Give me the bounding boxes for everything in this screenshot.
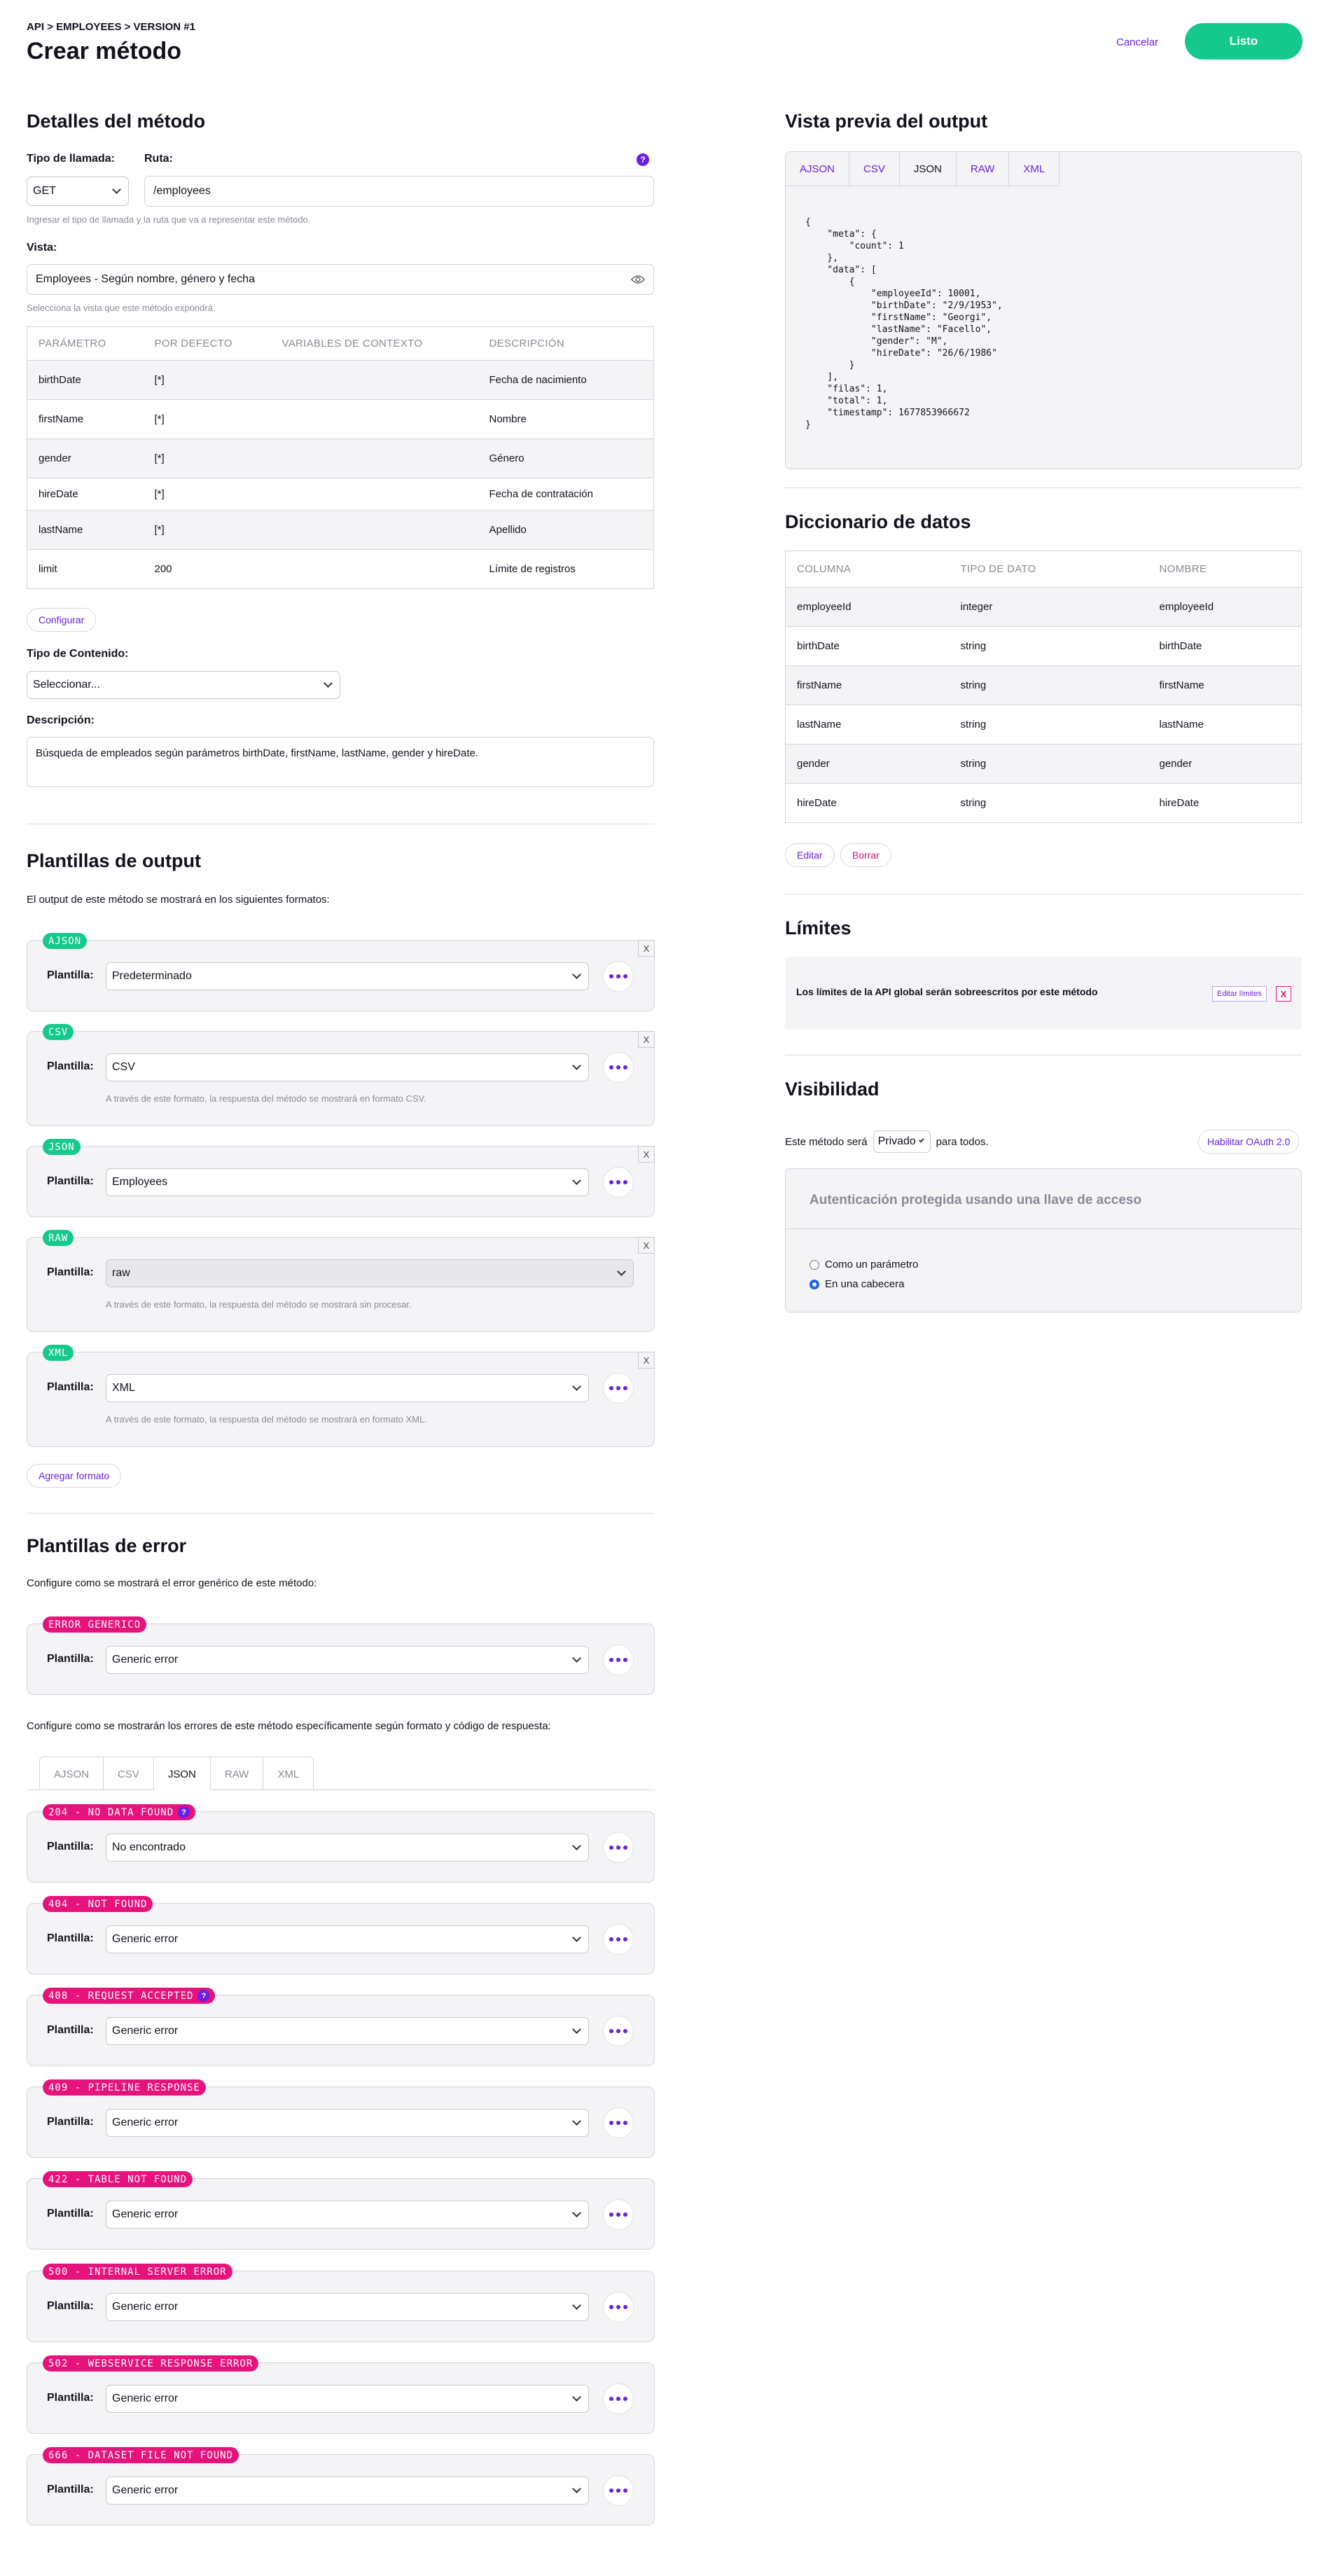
error-tag: ERROR GENERICO (43, 1616, 146, 1633)
chevron-down-icon (572, 1933, 581, 1942)
cell: [*] (144, 511, 271, 550)
template-select[interactable] (106, 2293, 589, 2321)
plantilla-label: Plantilla: (47, 969, 94, 981)
output-templates-heading: Plantillas de output (27, 850, 202, 871)
section-divider (27, 1513, 655, 1514)
chevron-down-icon (112, 185, 121, 194)
table-row[interactable] (27, 400, 654, 439)
tab-xml[interactable]: XML (277, 1768, 300, 1780)
format-tag: RAW (43, 1230, 74, 1246)
call-type-select[interactable] (27, 176, 129, 206)
error-tag (43, 2447, 239, 2463)
plantilla-label: Plantilla: (47, 1841, 94, 1853)
tab-csv[interactable]: CSV (849, 152, 900, 186)
plantilla-label: Plantilla: (47, 1175, 94, 1187)
cell: lastName (786, 705, 950, 745)
plantilla-label: Plantilla: (47, 2484, 94, 2495)
template-value: Generic error (112, 2484, 179, 2496)
table-row[interactable] (27, 478, 654, 511)
chevron-down-icon (617, 1267, 626, 1276)
details-heading: Detalles del método (27, 111, 206, 132)
col-header: POR DEFECTO (144, 327, 271, 361)
chevron-down-icon (572, 2301, 581, 2310)
tab-xml[interactable]: XML (1023, 162, 1045, 175)
cell: string (950, 666, 1148, 705)
cell: birthDate (1148, 627, 1302, 666)
auth-panel (785, 1168, 1302, 1313)
call-type-value: GET (33, 185, 56, 197)
tab-raw[interactable]: RAW (957, 152, 1009, 186)
close-button[interactable]: X (638, 940, 655, 957)
delete-dictionary-button[interactable]: Borrar (840, 843, 891, 867)
output-card-raw (27, 1232, 655, 1332)
content-type-value: Seleccionar... (33, 679, 101, 691)
template-select[interactable] (106, 2109, 589, 2137)
auth-title: Autenticación protegida usando una llave de acceso (810, 1193, 1142, 1207)
table-row[interactable] (786, 784, 1302, 823)
cell: lastName (27, 511, 144, 550)
visibility-prefix: Este método será (785, 1135, 868, 1148)
visibility-row (785, 1130, 989, 1153)
tab-json[interactable]: JSON (154, 1757, 211, 1790)
cancel-button[interactable]: Cancelar (1116, 36, 1159, 48)
error-card (27, 2449, 655, 2526)
view-hint: Selecciona la vista que este método expondrá. (27, 303, 216, 313)
plantilla-label: Plantilla: (47, 2300, 94, 2312)
error-tag-label: 502 - WEBSERVICE RESPONSE ERROR (48, 2357, 253, 2369)
cell: Nombre (478, 400, 654, 439)
output-card-ajson (27, 935, 655, 1011)
parameters-table (27, 326, 654, 589)
table-row[interactable] (786, 627, 1302, 666)
template-select[interactable] (106, 962, 589, 990)
format-tag: AJSON (43, 933, 87, 949)
description-label: Descripción: (27, 714, 95, 726)
more-options-button[interactable] (603, 2016, 634, 2047)
more-options-button[interactable] (603, 2383, 634, 2414)
route-label: Ruta: (144, 153, 173, 165)
table-row[interactable] (786, 588, 1302, 627)
error-card (27, 2357, 655, 2434)
cell: hireDate (27, 478, 144, 511)
radio-unchecked-icon[interactable] (810, 1260, 819, 1270)
error-format-tabs (39, 1757, 314, 1790)
radio-checked-icon[interactable] (810, 1280, 819, 1289)
visibility-value: Privado (877, 1135, 916, 1147)
breadcrumb[interactable]: API > EMPLOYEES > VERSION #1 (27, 21, 195, 33)
template-select[interactable] (106, 2477, 589, 2505)
error-tag (43, 2171, 193, 2187)
cell: lastName (1148, 705, 1302, 745)
auth-option-label: En una cabecera (825, 1278, 905, 1290)
template-select[interactable] (106, 1374, 589, 1402)
help-icon[interactable]: ? (197, 1990, 209, 2002)
cell: [*] (144, 400, 271, 439)
cell: string (950, 784, 1148, 823)
call-type-label: Tipo de llamada: (27, 153, 115, 165)
tab-json[interactable]: JSON (900, 152, 957, 186)
template-value: Generic error (112, 2301, 179, 2313)
view-label: Vista: (27, 242, 57, 254)
cell (271, 400, 478, 439)
table-row[interactable] (27, 550, 654, 589)
cell: gender (27, 439, 144, 478)
more-options-button[interactable] (603, 2107, 634, 2138)
template-value: Generic error (112, 1933, 179, 1945)
preview-code: { "meta": { "count": 1 }, "data": [ { "employeeId": 10001, "birthDate": "2/9/1953", "firstName": "Georgi", "lastName": "Facello", "gender": "M", "hireDate": "26/6/1986" } ], "filas": 1, "total": 1, "timestamp": 1677853966672 } (805, 217, 1003, 430)
error-card (27, 1898, 655, 1974)
template-select[interactable] (106, 1053, 589, 1081)
plantilla-label: Plantilla: (47, 2024, 94, 2036)
chevron-down-icon (572, 2025, 581, 2034)
more-options-button[interactable] (603, 1644, 634, 1675)
more-options-button[interactable] (603, 1052, 634, 1083)
view-value: Employees - Según nombre, género y fecha (36, 273, 256, 285)
dictionary-table (785, 550, 1302, 823)
tab-csv[interactable]: CSV (104, 1757, 154, 1790)
chevron-down-icon (572, 2393, 581, 2402)
edit-limits-button[interactable]: Editar límites (1212, 986, 1267, 1002)
cell: hireDate (1148, 784, 1302, 823)
table-row[interactable] (786, 666, 1302, 705)
chevron-down-icon (572, 1176, 581, 1185)
add-format-button[interactable]: Agregar formato (27, 1464, 121, 1488)
cell: Fecha de contratación (478, 478, 654, 511)
error-tag-label: 404 - NOT FOUND (48, 1898, 148, 1910)
more-options-button[interactable] (603, 1167, 634, 1198)
limits-text: Los límites de la API global serán sobreescritos por este método (796, 986, 1098, 997)
cell: birthDate (786, 627, 950, 666)
cell: gender (786, 745, 950, 784)
visibility-select[interactable] (873, 1130, 931, 1153)
cell (271, 439, 478, 478)
content-type-label: Tipo de Contenido: (27, 648, 129, 660)
cell: Género (478, 439, 654, 478)
template-select[interactable] (106, 1259, 634, 1287)
close-button[interactable]: X (638, 1146, 655, 1163)
plantilla-label: Plantilla: (47, 2208, 94, 2220)
preview-heading: Vista previa del output (785, 111, 988, 132)
output-card-xml (27, 1347, 655, 1447)
auth-option-header[interactable] (810, 1278, 904, 1290)
error-tag (43, 1988, 215, 2004)
error-tag (43, 2264, 232, 2280)
visibility-suffix: para todos. (936, 1135, 989, 1148)
error-card (27, 1990, 655, 2066)
visibility-heading: Visibilidad (785, 1079, 880, 1100)
table-row[interactable] (786, 705, 1302, 745)
eye-icon[interactable] (631, 275, 645, 284)
table-row[interactable] (27, 361, 654, 400)
error-card (27, 2082, 655, 2158)
format-tag: JSON (43, 1139, 81, 1155)
error-specific-intro: Configure como se mostrarán los errores de este método específicamente según formato y código de respuesta: (27, 1720, 551, 1732)
chevron-down-icon (919, 1137, 924, 1143)
col-header: PARÁMETRO (27, 327, 144, 361)
error-tag (43, 1804, 195, 1820)
template-value: Generic error (112, 1654, 179, 1666)
cell (271, 478, 478, 511)
cell (271, 361, 478, 400)
chevron-down-icon (572, 970, 581, 979)
error-card (27, 2173, 655, 2250)
template-select[interactable] (106, 1925, 589, 1953)
cell: 200 (144, 550, 271, 589)
template-value: Generic error (112, 2208, 179, 2220)
more-options-button[interactable] (603, 1832, 634, 1863)
cell: Apellido (478, 511, 654, 550)
more-options-button[interactable] (603, 2199, 634, 2230)
table-row[interactable] (786, 745, 1302, 784)
content-type-select[interactable] (27, 671, 340, 699)
format-note: A través de este formato, la respuesta del método se mostrará en formato CSV. (106, 1093, 426, 1104)
chevron-down-icon (324, 679, 333, 688)
cell: firstName (27, 400, 144, 439)
cell: string (950, 745, 1148, 784)
more-options-button[interactable] (603, 1924, 634, 1955)
cell: [*] (144, 439, 271, 478)
error-tag-label: 204 - NO DATA FOUND (48, 1806, 174, 1818)
output-card-csv (27, 1026, 655, 1126)
plantilla-label: Plantilla: (47, 2392, 94, 2404)
auth-option-param[interactable] (810, 1259, 918, 1270)
template-select[interactable] (106, 2201, 589, 2229)
error-tag-label: 500 - INTERNAL SERVER ERROR (48, 2266, 227, 2278)
preview-panel (785, 151, 1302, 469)
template-value: Generic error (112, 2025, 179, 2037)
template-select[interactable] (106, 1646, 589, 1674)
description-textarea[interactable]: Búsqueda de empleados según parámetros birthDate, firstName, lastName, gender y hireDate. (27, 737, 654, 787)
error-tag-label: 408 - REQUEST ACCEPTED (48, 1990, 194, 2002)
cell: employeeId (1148, 588, 1302, 627)
page-title: Crear método (27, 38, 182, 64)
template-value: No encontrado (112, 1841, 186, 1853)
plantilla-label: Plantilla: (47, 1266, 94, 1278)
more-options-button[interactable] (603, 2475, 634, 2506)
help-icon[interactable]: ? (178, 1806, 190, 1818)
chevron-down-icon (572, 1382, 581, 1391)
tab-ajson[interactable]: AJSON (40, 1757, 104, 1790)
enable-oauth-button[interactable]: Habilitar OAuth 2.0 (1198, 1130, 1299, 1154)
cell: [*] (144, 478, 271, 511)
error-tag-label: 666 - DATASET FILE NOT FOUND (48, 2449, 234, 2461)
configure-button[interactable]: Configurar (27, 608, 96, 632)
plantilla-label: Plantilla: (47, 1653, 94, 1665)
format-note: A través de este formato, la respuesta del método se mostrará sin procesar. (106, 1299, 412, 1310)
call-hint: Ingresar el tipo de llamada y la ruta que va a representar este método. (27, 214, 311, 225)
template-select[interactable] (106, 1168, 589, 1196)
edit-dictionary-button[interactable]: Editar (785, 843, 835, 867)
cell: [*] (144, 361, 271, 400)
view-select[interactable] (27, 264, 654, 295)
plantilla-label: Plantilla: (47, 1381, 94, 1393)
cell: integer (950, 588, 1148, 627)
route-input[interactable] (144, 176, 654, 207)
error-tabs-bar (27, 1757, 655, 1790)
close-button[interactable]: X (638, 1352, 655, 1369)
more-options-button[interactable] (603, 961, 634, 992)
template-select[interactable] (106, 2385, 589, 2413)
col-header: NOMBRE (1148, 551, 1302, 588)
format-tag: XML (43, 1345, 74, 1361)
cell (271, 550, 478, 589)
error-tag (43, 2355, 258, 2371)
error-card (27, 2266, 655, 2342)
format-tag: CSV (43, 1024, 74, 1040)
chevron-down-icon (572, 1841, 581, 1850)
template-value: Employees (112, 1176, 168, 1188)
cell: gender (1148, 745, 1302, 784)
error-templates-heading: Plantillas de error (27, 1535, 187, 1556)
close-button[interactable]: X (638, 1237, 655, 1254)
error-generic-intro: Configure como se mostrará el error genérico de este método: (27, 1577, 317, 1589)
col-header: COLUMNA (786, 551, 950, 588)
cell: string (950, 705, 1148, 745)
plantilla-label: Plantilla: (47, 2116, 94, 2128)
output-templates-intro: El output de este método se mostrará en los siguientes formatos: (27, 894, 330, 906)
chevron-down-icon (572, 1654, 581, 1663)
plantilla-label: Plantilla: (47, 1060, 94, 1072)
table-row[interactable] (27, 439, 654, 478)
format-note: A través de este formato, la respuesta del método se mostrará en formato XML. (106, 1414, 427, 1425)
auth-option-label: Como un parámetro (825, 1259, 919, 1270)
template-value: Predeterminado (112, 970, 192, 982)
table-row[interactable] (27, 511, 654, 550)
error-tag (43, 1896, 153, 1912)
error-tag-label: 409 - PIPELINE RESPONSE (48, 2082, 200, 2093)
col-header: TIPO DE DATO (950, 551, 1148, 588)
cell: firstName (786, 666, 950, 705)
cell: string (950, 627, 1148, 666)
cell: Límite de registros (478, 550, 654, 589)
more-options-button[interactable] (603, 2292, 634, 2322)
template-value: Generic error (112, 2393, 179, 2404)
close-button[interactable]: X (638, 1031, 655, 1048)
error-tag (43, 2079, 206, 2096)
cell: hireDate (786, 784, 950, 823)
template-value: Generic error (112, 2117, 179, 2128)
close-limits-button[interactable]: X (1276, 986, 1291, 1002)
chevron-down-icon (572, 2117, 581, 2126)
col-header: VARIABLES DE CONTEXTO (271, 327, 478, 361)
cell (271, 511, 478, 550)
cell: birthDate (27, 361, 144, 400)
preview-format-tabs (786, 152, 1059, 186)
template-value: raw (112, 1267, 130, 1279)
output-card-json (27, 1141, 655, 1217)
cell: firstName (1148, 666, 1302, 705)
cell: employeeId (786, 588, 950, 627)
section-divider (785, 487, 1302, 488)
limits-panel (785, 957, 1302, 1030)
route-value: /employees (153, 185, 211, 197)
error-tag-label: 422 - TABLE NOT FOUND (48, 2173, 188, 2185)
template-value: CSV (112, 1061, 135, 1073)
chevron-down-icon (572, 1061, 581, 1070)
template-select[interactable] (106, 2017, 589, 2045)
plantilla-label: Plantilla: (47, 1932, 94, 1944)
tab-raw[interactable]: RAW (211, 1757, 263, 1790)
chevron-down-icon (572, 2484, 581, 2493)
tab-ajson[interactable]: AJSON (786, 152, 849, 186)
template-select[interactable] (106, 1834, 589, 1862)
dictionary-heading: Diccionario de datos (785, 511, 971, 532)
cell: limit (27, 550, 144, 589)
col-header: DESCRIPCIÓN (478, 327, 654, 361)
more-options-button[interactable] (603, 1373, 634, 1404)
error-card (27, 1806, 655, 1883)
done-button[interactable]: Listo (1185, 23, 1302, 60)
error-card-generic (27, 1619, 655, 1695)
cell: Fecha de nacimiento (478, 361, 654, 400)
chevron-down-icon (572, 2208, 581, 2217)
template-value: XML (112, 1382, 135, 1394)
help-icon[interactable]: ? (637, 153, 649, 166)
limits-heading: Límites (785, 917, 852, 939)
